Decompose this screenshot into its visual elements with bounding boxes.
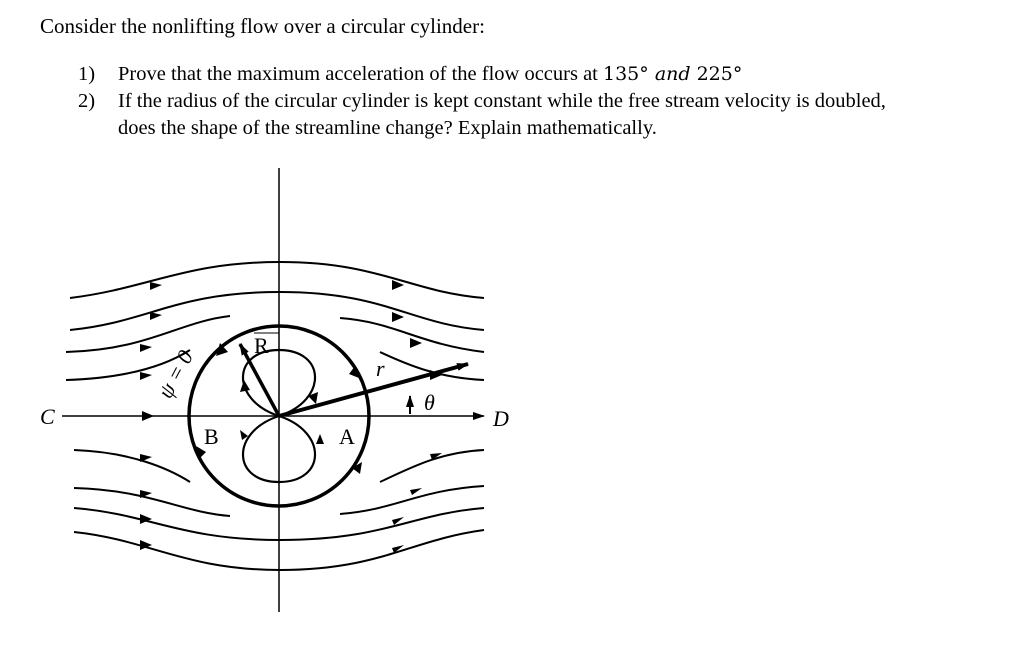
label-stream-function: ψ = 0 bbox=[152, 346, 199, 403]
question-2-line-2: does the shape of the streamline change? Explain mathematically. bbox=[118, 117, 657, 139]
question-2-number: 2) bbox=[78, 90, 96, 112]
angle-225: 225° bbox=[696, 63, 743, 85]
question-1-number: 1) bbox=[78, 63, 96, 85]
label-upstream: C bbox=[40, 404, 55, 429]
label-r: r bbox=[376, 356, 385, 381]
arrow-upstream bbox=[142, 411, 154, 421]
question-1-text: Prove that the maximum acceleration of the flow occurs at bbox=[118, 63, 603, 85]
streamline-upper-3 bbox=[66, 316, 484, 352]
label-point-b: B bbox=[204, 424, 219, 449]
question-2-line-1: If the radius of the circular cylinder is kept constant while the free stream velocity is doubled, bbox=[118, 90, 886, 112]
label-point-a: A bbox=[339, 424, 355, 449]
r-vector bbox=[279, 364, 468, 416]
problem-intro: Consider the nonlifting flow over a circular cylinder: bbox=[40, 14, 485, 38]
label-theta: θ bbox=[424, 390, 435, 415]
angle-135: 135° bbox=[603, 63, 649, 85]
math-and: and bbox=[654, 63, 691, 85]
label-radius: R bbox=[254, 333, 269, 358]
label-downstream: D bbox=[493, 406, 509, 431]
